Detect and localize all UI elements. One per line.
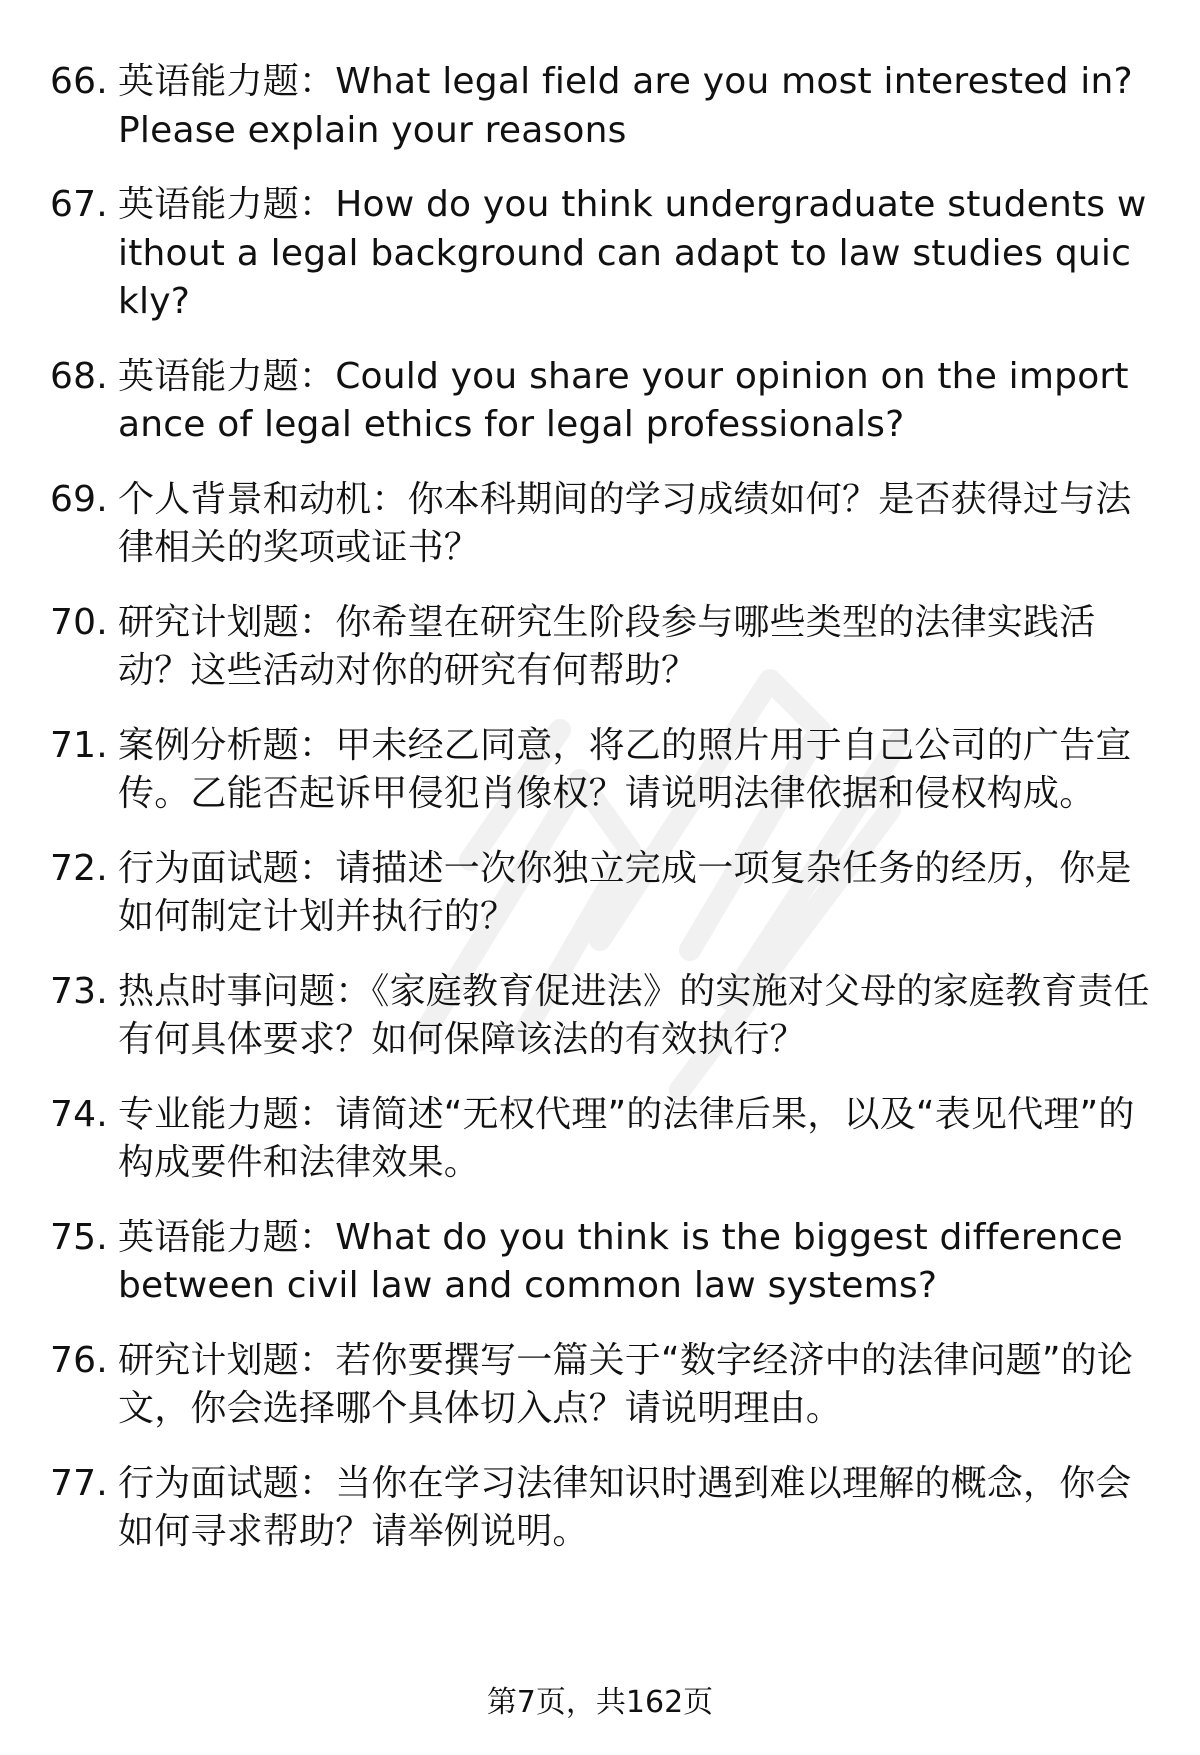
question-number: 66. (50, 61, 108, 102)
question-text: 行为面试题：当你在学习法律知识时遇到难以理解的概念，你会如何寻求帮助？请举例说明。 (118, 1462, 1132, 1552)
question-item-77 (50, 1460, 1150, 1557)
question-item-74 (50, 1091, 1150, 1188)
question-text: 热点时事问题：《家庭教育促进法》的实施对父母的家庭教育责任有何具体要求？如何保障该法的有效执行？ (118, 970, 1150, 1060)
question-item-75 (50, 1214, 1150, 1311)
page-footer: 第7页，共162页 (486, 1685, 714, 1720)
question-text: 个人背景和动机：你本科期间的学习成绩如何？是否获得过与法律相关的奖项或证书？ (118, 478, 1132, 568)
question-text: 案例分析题：甲未经乙同意，将乙的照片用于自己公司的广告宣传。乙能否起诉甲侵犯肖像权？请说明法律依据和侵权构成。 (118, 724, 1132, 814)
question-item-68 (50, 353, 1150, 450)
question-number: 74. (50, 1093, 108, 1135)
question-number: 72. (50, 847, 108, 889)
question-text: 英语能力题：What legal field are you most interested in? Please explain your reasons (118, 61, 1133, 151)
question-item-72 (50, 845, 1150, 942)
question-text: 研究计划题：若你要撰写一篇关于“数字经济中的法律问题”的论文，你会选择哪个具体切入点？请说明理由。 (118, 1339, 1134, 1429)
question-number: 71. (50, 724, 108, 766)
question-list (50, 58, 1150, 1583)
question-number: 73. (50, 970, 108, 1012)
question-text: 行为面试题：请描述一次你独立完成一项复杂任务的经历，你是如何制定计划并执行的？ (118, 847, 1132, 937)
question-item-76 (50, 1337, 1150, 1434)
question-number: 77. (50, 1462, 108, 1504)
question-text: 英语能力题：What do you think is the biggest difference between civil law and common law systems? (118, 1216, 1123, 1306)
question-item-67 (50, 181, 1150, 327)
question-number: 70. (50, 601, 108, 643)
question-number: 75. (50, 1216, 108, 1258)
question-number: 69. (50, 478, 108, 520)
question-item-66 (50, 58, 1150, 155)
question-number: 68. (50, 355, 108, 397)
question-item-70 (50, 599, 1150, 696)
question-text: 英语能力题：Could you share your opinion on the importance of legal ethics for legal professionals? (118, 355, 1129, 445)
question-item-73 (50, 968, 1150, 1065)
question-item-71 (50, 722, 1150, 819)
question-number: 76. (50, 1339, 108, 1381)
question-item-69 (50, 476, 1150, 573)
question-text: 专业能力题：请简述“无权代理”的法律后果，以及“表见代理”的构成要件和法律效果。 (118, 1093, 1135, 1183)
question-text: 研究计划题：你希望在研究生阶段参与哪些类型的法律实践活动？这些活动对你的研究有何帮助？ (118, 601, 1096, 691)
question-number: 67. (50, 184, 108, 225)
question-text: 英语能力题：How do you think undergraduate students without a legal background can adapt to law studies quickly? (118, 184, 1147, 322)
